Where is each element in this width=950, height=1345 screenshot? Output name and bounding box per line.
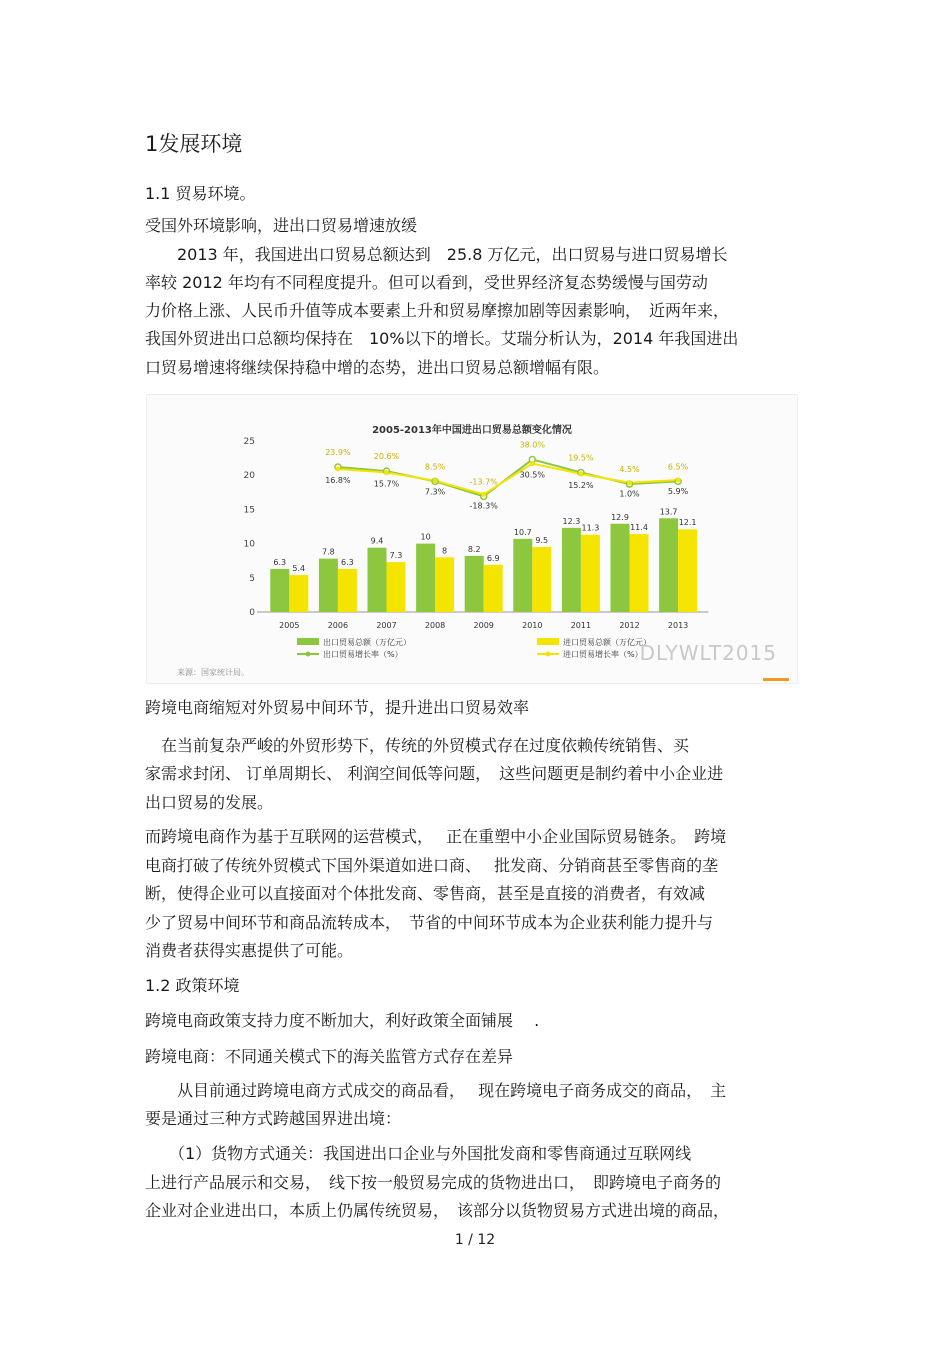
- legend-swatch-marker: [546, 652, 551, 657]
- point-import-growth: [627, 480, 632, 485]
- bar-export: [319, 559, 338, 612]
- label-export-growth: 20.6%: [373, 452, 400, 462]
- subtitle-ecommerce: 跨境电商缩短对外贸易中间环节，提升进出口贸易效率: [145, 698, 530, 717]
- bar-import-label: 12.1: [678, 518, 697, 528]
- bar-export-label: 12.9: [611, 512, 629, 522]
- text-line: 率较 2012 年均有不同程度提升。但可以看到，受世界经济复态势缓慢与国劳动: [145, 273, 708, 292]
- point-import-growth: [335, 467, 340, 472]
- label-export-growth: 19.5%: [568, 453, 594, 463]
- bar-export-label: 12.3: [562, 516, 581, 526]
- x-tick-label: 2013: [667, 621, 689, 630]
- bar-export: [659, 518, 678, 612]
- y-tick-label: 0: [249, 608, 255, 618]
- legend-label: 出口贸易增长率（%）: [323, 650, 403, 659]
- legend-swatch: [297, 638, 319, 645]
- bar-import: [678, 529, 697, 612]
- legend-label: 出口贸易总额（万亿元）: [323, 638, 411, 647]
- section-heading-1-1: 1.1 贸易环境。: [145, 184, 256, 203]
- x-tick-label: 2012: [619, 621, 640, 630]
- text-line: 我国外贸进出口总额均保持在 10%以下的增长。艾瑞分析认为，2014 年我国进出: [145, 329, 739, 348]
- label-import-growth: -18.3%: [469, 501, 498, 511]
- label-import-growth: 15.7%: [373, 479, 400, 489]
- x-tick-label: 2006: [327, 621, 349, 630]
- bar-export: [416, 544, 435, 612]
- bar-export-label: 10.7: [513, 527, 532, 537]
- text-line: （1）货物方式通关：我国进出口企业与外国批发商和零售商通过互联网线: [145, 1144, 692, 1163]
- point-import-growth: [433, 478, 438, 483]
- y-tick-label: 5: [249, 573, 255, 584]
- bar-import: [435, 557, 454, 612]
- bar-export: [368, 548, 387, 612]
- bar-import-label: 6.3: [341, 557, 354, 567]
- x-tick-label: 2008: [424, 621, 446, 630]
- label-export-growth: 4.5%: [619, 465, 640, 475]
- text-line: 在当前复杂严峻的外贸形势下，传统的外贸模式存在过度依赖传统销售、买: [145, 736, 690, 755]
- text-line: 2013 年，我国进出口贸易总额达到 25.8 万亿元，出口贸易与进口贸易增长: [145, 245, 728, 264]
- bar-import: [484, 565, 503, 612]
- section-heading-1-2: 1.2 政策环境: [145, 976, 240, 995]
- trade-chart: [146, 394, 798, 684]
- page-heading: 1发展环境: [145, 132, 243, 156]
- label-export-growth: 38.0%: [519, 440, 546, 450]
- bar-export: [465, 556, 484, 612]
- x-tick-label: 2011: [570, 621, 592, 630]
- bar-export-label: 8.2: [467, 544, 481, 554]
- bar-import-label: 6.9: [486, 553, 500, 563]
- label-export-growth: 8.5%: [424, 462, 446, 472]
- label-export-growth: 23.9%: [325, 447, 351, 457]
- text-line: 上进行产品展示和交易， 线下按一般贸易完成的货物进出口， 即跨境电子商务的: [145, 1173, 722, 1192]
- x-tick-label: 2007: [376, 621, 397, 630]
- bar-export-label: 7.8: [322, 547, 335, 557]
- decorative-accent: [763, 678, 789, 681]
- text-line: 而跨境电商作为基于互联网的运营模式， 正在重塑中小企业国际贸易链条。 跨境: [145, 827, 727, 846]
- chart-watermark: DLYWLT2015: [639, 641, 777, 665]
- text-line: 家需求封闭、 订单周期长、 利润空间低等问题， 这些问题更是制约着中小企业进: [145, 764, 724, 783]
- bar-export-label: 10: [420, 532, 431, 542]
- bar-import-label: 5.4: [292, 564, 306, 574]
- bar-export-label: 6.3: [273, 557, 287, 567]
- point-import-growth: [481, 492, 486, 497]
- point-import-growth: [676, 477, 681, 482]
- text-line: 断，使得企业可以直接面对个体批发商、零售商，甚至是直接的消费者，有效减: [145, 884, 706, 903]
- legend-swatch-marker: [306, 652, 311, 657]
- bar-export: [611, 524, 630, 612]
- bar-import: [338, 569, 357, 612]
- text-line: 要是通过三种方式跨越国界进出境：: [145, 1109, 402, 1128]
- x-tick-label: 2009: [473, 621, 494, 630]
- bar-export-label: 13.7: [659, 507, 678, 517]
- bar-import: [289, 575, 308, 612]
- chart-title: 2005-2013年中国进出口贸易总额变化情况: [372, 425, 572, 436]
- y-tick-label: 10: [243, 539, 255, 550]
- text-line: 电商打破了传统外贸模式下国外渠道如进口商、 批发商、分销商甚至零售商的垄: [145, 856, 719, 875]
- trade-chart-svg: [147, 395, 797, 683]
- bar-import-label: 11.4: [630, 523, 648, 533]
- y-tick-label: 20: [243, 471, 255, 482]
- text-line: 企业对企业进出口，本质上仍属传统贸易， 该部分以货物贸易方式进出境的商品，: [145, 1201, 730, 1220]
- chart-source: 来源：国家统计局。: [177, 668, 249, 677]
- bar-export-label: 9.4: [370, 536, 384, 546]
- bar-import: [387, 562, 406, 612]
- text-line: 力价格上涨、人民币升值等成本要素上升和贸易摩擦加剧等因素影响， 近两年来，: [145, 301, 730, 320]
- legend-label: 进口贸易总额（万亿元）: [563, 638, 651, 647]
- text-line: 从目前通过跨境电商方式成交的商品看， 现在跨境电子商务成交的商品， 主: [145, 1081, 727, 1100]
- y-tick-label: 15: [243, 505, 255, 516]
- label-import-growth: 7.3%: [424, 487, 446, 497]
- label-import-growth: 16.8%: [325, 476, 351, 486]
- label-import-growth: 1.0%: [619, 489, 640, 499]
- legend-label: 进口贸易增长率（%）: [563, 650, 643, 659]
- label-export-growth: 6.5%: [667, 462, 689, 472]
- text-line: 消费者获得实惠提供了可能。: [145, 941, 354, 960]
- bar-import: [532, 547, 551, 612]
- bar-import: [630, 534, 649, 612]
- point-import-growth: [578, 471, 583, 476]
- x-tick-label: 2010: [522, 621, 543, 630]
- point-import-growth: [384, 470, 389, 475]
- page-number: 1 / 12: [454, 1232, 496, 1248]
- label-import-growth: 30.5%: [519, 470, 546, 480]
- bar-import-label: 8: [442, 546, 448, 556]
- label-import-growth: 15.2%: [568, 480, 594, 490]
- bar-export: [513, 539, 532, 612]
- text-line: 少了贸易中间环节和商品流转成本， 节省的中间环节成本为企业获利能力提升与: [145, 913, 714, 932]
- label-export-growth: -13.7%: [469, 477, 498, 487]
- text-line: 出口贸易的发展。: [145, 793, 274, 812]
- bar-import-label: 9.5: [535, 536, 549, 546]
- y-tick-label: 25: [243, 437, 255, 447]
- x-tick-label: 2005: [279, 621, 300, 630]
- legend-swatch: [537, 638, 559, 645]
- bar-export: [270, 569, 289, 612]
- label-import-growth: 5.9%: [667, 486, 689, 496]
- subtitle-trade: 受国外环境影响，进出口贸易增速放缓: [145, 216, 418, 235]
- bar-import-label: 7.3: [389, 551, 403, 561]
- subtitle-policy: 跨境电商政策支持力度不断加大，利好政策全面铺展 .: [145, 1011, 540, 1030]
- bar-import-label: 11.3: [581, 523, 600, 533]
- bar-export: [562, 528, 581, 612]
- subtitle-customs: 跨境电商：不同通关模式下的海关监管方式存在差异: [145, 1047, 514, 1066]
- text-line: 口贸易增速将继续保持稳中增的态势，进出口贸易总额增幅有限。: [145, 358, 610, 377]
- bar-import: [581, 535, 600, 612]
- point-import-growth: [530, 461, 535, 466]
